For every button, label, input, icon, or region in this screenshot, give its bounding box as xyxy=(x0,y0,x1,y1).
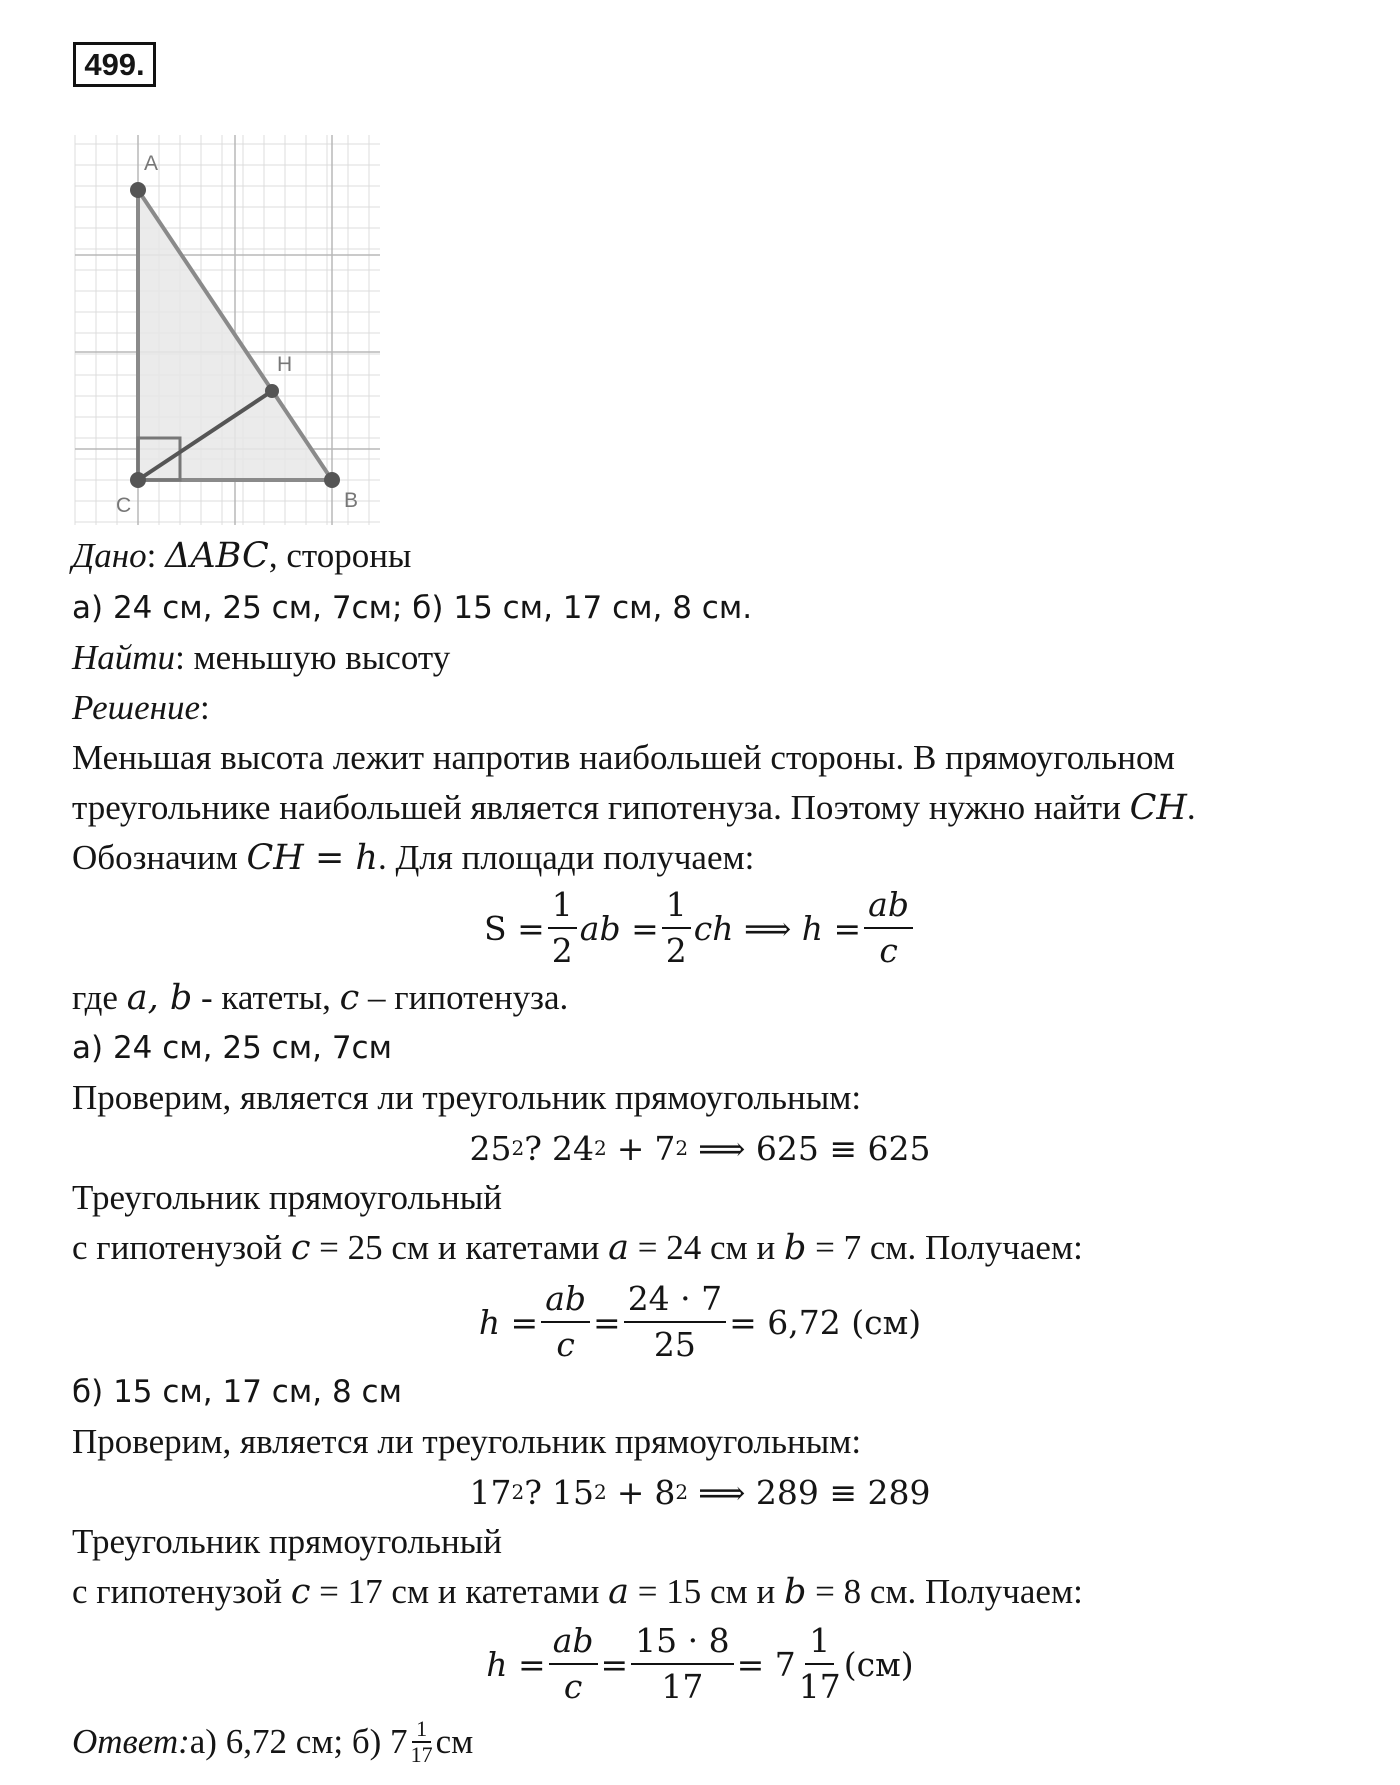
part-a-hyp: с гипотенузой c = 25 см и катетами a = 24 см и b = 7 см. Получаем: xyxy=(72,1228,1083,1268)
point-h xyxy=(265,384,279,398)
part-b-hyp: с гипотенузой c = 17 см и катетами a = 15 см и b = 8 см. Получаем: xyxy=(72,1572,1083,1612)
part-b-check: Проверим, является ли треугольник прямоугольным: xyxy=(72,1422,862,1461)
given-options: а) 24 см, 25 см, 7см; б) 15 см, 17 см, 8 см. xyxy=(72,590,753,626)
triangle-figure xyxy=(70,130,390,530)
label-a: A xyxy=(144,152,159,175)
point-b xyxy=(324,472,340,488)
problem-number: 499. xyxy=(73,42,156,87)
part-b-pythagoras: 17 2 ? 15 2 + 8 2 ⟹ 289 ≡ 289 xyxy=(469,1472,931,1512)
part-b-title: б) 15 см, 17 см, 8 см xyxy=(72,1374,402,1410)
part-a-pythagoras: 25 2 ? 24 2 + 7 2 ⟹ 625 ≡ 625 xyxy=(469,1128,931,1168)
label-c: C xyxy=(116,494,132,517)
find-line: Найти: меньшую высоту xyxy=(72,638,451,677)
find-label: Найти xyxy=(72,638,176,677)
point-a xyxy=(130,182,146,198)
triangle-diagram xyxy=(70,130,390,530)
part-b-formula: h = $\frac{ab}{c}$ = $\frac{15 \cdot 8}{17}$ = 7 $\frac{1}{17}$ (см) xyxy=(486,1621,914,1706)
solution-line-3: Обозначим CH = h. Для площади получаем: xyxy=(72,838,755,878)
given-label: Дано xyxy=(72,536,147,575)
given-triangle: ΔABC xyxy=(165,536,269,576)
solution-line-2: треугольнике наибольшей является гипотенуза. Поэтому нужно найти CH. xyxy=(72,788,1196,828)
given-line: Дано: ΔABC, стороны xyxy=(72,536,412,576)
label-b: B xyxy=(344,489,359,512)
answer-line: Ответ: а) 6,72 см; б) 7 $\frac{1}{17}$ см xyxy=(72,1716,474,1767)
area-formula: S = $\frac{1}{2}$ ab = $\frac{1}{2}$ ch ⟹ h = $\frac{ab}{c}$ xyxy=(0,880,1400,976)
part-a-title: а) 24 см, 25 см, 7см xyxy=(72,1030,392,1066)
solution-line-1: Меньшая высота лежит напротив наибольшей стороны. В прямоугольном xyxy=(72,738,1175,777)
part-a-formula: h = $\frac{ab}{c}$ = $\frac{24 \cdot 7}{25}$ = 6,72 (см) xyxy=(478,1279,922,1364)
solution-heading: Решение: xyxy=(72,688,210,727)
where-line: где a, b - катеты, c – гипотенуза. xyxy=(72,978,569,1018)
part-a-check: Проверим, является ли треугольник прямоугольным: xyxy=(72,1078,862,1117)
part-a-right: Треугольник прямоугольный xyxy=(72,1178,502,1217)
label-h: H xyxy=(277,353,293,376)
point-c xyxy=(130,472,146,488)
answer-label: Ответ: xyxy=(72,1722,190,1761)
part-b-right: Треугольник прямоугольный xyxy=(72,1522,502,1561)
